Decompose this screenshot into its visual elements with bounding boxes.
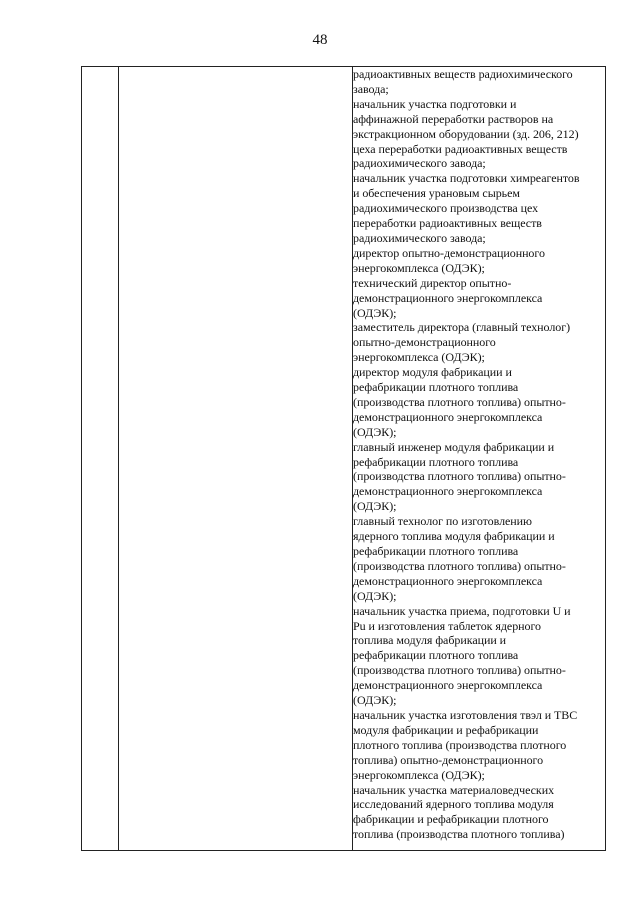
column-number-cell	[82, 67, 119, 851]
text-line: рефабрикации плотного топлива	[353, 648, 519, 663]
text-line: аффинажной переработки растворов на	[353, 111, 554, 126]
text-line: исследований ядерного топлива модуля	[353, 797, 554, 812]
text-line: радиохимического завода;	[353, 156, 486, 171]
text-line: (производства плотного топлива) опытно-	[353, 558, 566, 573]
text-line: фабрикации и рефабрикации плотного	[353, 812, 549, 827]
text-line: директор модуля фабрикации и	[353, 365, 512, 380]
text-line: (ОДЭК);	[353, 499, 397, 514]
text-line: топлива) опытно-демонстрационного	[353, 752, 544, 767]
text-line: опытно-демонстрационного	[353, 335, 496, 350]
positions-list-cell	[353, 67, 606, 851]
column-name-cell	[119, 67, 353, 851]
text-line: главный технолог по изготовлению	[353, 514, 532, 529]
text-line: плотного топлива (производства плотного	[353, 737, 567, 752]
table-row	[82, 67, 606, 851]
text-line: начальник участка подготовки и	[353, 96, 517, 111]
text-line: ядерного топлива модуля фабрикации и	[353, 529, 555, 544]
text-line: демонстрационного энергокомплекса	[353, 678, 543, 693]
text-line: Pu и изготовления таблеток ядерного	[353, 618, 541, 633]
text-line: (производства плотного топлива) опытно-	[353, 663, 566, 678]
text-line: начальник участка приема, подготовки U и	[353, 603, 571, 618]
text-line: энергокомплекса (ОДЭК);	[353, 767, 485, 782]
text-line: демонстрационного энергокомплекса	[353, 409, 543, 424]
text-line: заместитель директора (главный технолог)	[353, 320, 571, 335]
text-line: радиохимического завода;	[353, 230, 486, 245]
text-line: модуля фабрикации и рефабрикации	[353, 722, 539, 737]
text-line: (ОДЭК);	[353, 693, 397, 708]
text-line: переработки радиоактивных веществ	[353, 216, 542, 231]
text-line: технический директор опытно-	[353, 275, 512, 290]
text-line: начальник участка подготовки химреагентов	[353, 171, 580, 186]
page-number: 48	[312, 32, 328, 48]
text-line: топлива (производства плотного топлива)	[353, 827, 565, 842]
text-line: энергокомплекса (ОДЭК);	[353, 350, 485, 365]
text-line: (ОДЭК);	[353, 588, 397, 603]
text-line: и обеспечения урановым сырьем	[353, 186, 520, 201]
text-line: демонстрационного энергокомплекса	[353, 290, 543, 305]
text-line: (ОДЭК);	[353, 305, 397, 320]
document-table	[81, 66, 606, 851]
text-line: рефабрикации плотного топлива	[353, 454, 519, 469]
text-line: (производства плотного топлива) опытно-	[353, 394, 566, 409]
text-line: (ОДЭК);	[353, 424, 397, 439]
text-line: начальник участка материаловедческих	[353, 782, 555, 797]
text-line: демонстрационного энергокомплекса	[353, 573, 543, 588]
text-line: радиохимического производства цех	[353, 201, 539, 216]
text-line: радиоактивных веществ радиохимического	[353, 67, 573, 81]
text-line: завода;	[353, 81, 389, 96]
text-line: главный инженер модуля фабрикации и	[353, 439, 555, 454]
text-line: энергокомплекса (ОДЭК);	[353, 260, 485, 275]
text-line: рефабрикации плотного топлива	[353, 380, 519, 395]
text-line: директор опытно-демонстрационного	[353, 245, 545, 260]
positions-list	[353, 67, 605, 842]
text-line: экстракционном оборудовании (зд. 206, 212)	[353, 126, 579, 141]
text-line: рефабрикации плотного топлива	[353, 544, 519, 558]
text-line: топлива модуля фабрикации и	[353, 633, 507, 648]
text-line: цеха переработки радиоактивных веществ	[353, 141, 568, 156]
text-line: (производства плотного топлива) опытно-	[353, 469, 566, 484]
text-line: начальник участка изготовления твэл и ТВС	[353, 707, 578, 722]
text-line: демонстрационного энергокомплекса	[353, 484, 543, 499]
